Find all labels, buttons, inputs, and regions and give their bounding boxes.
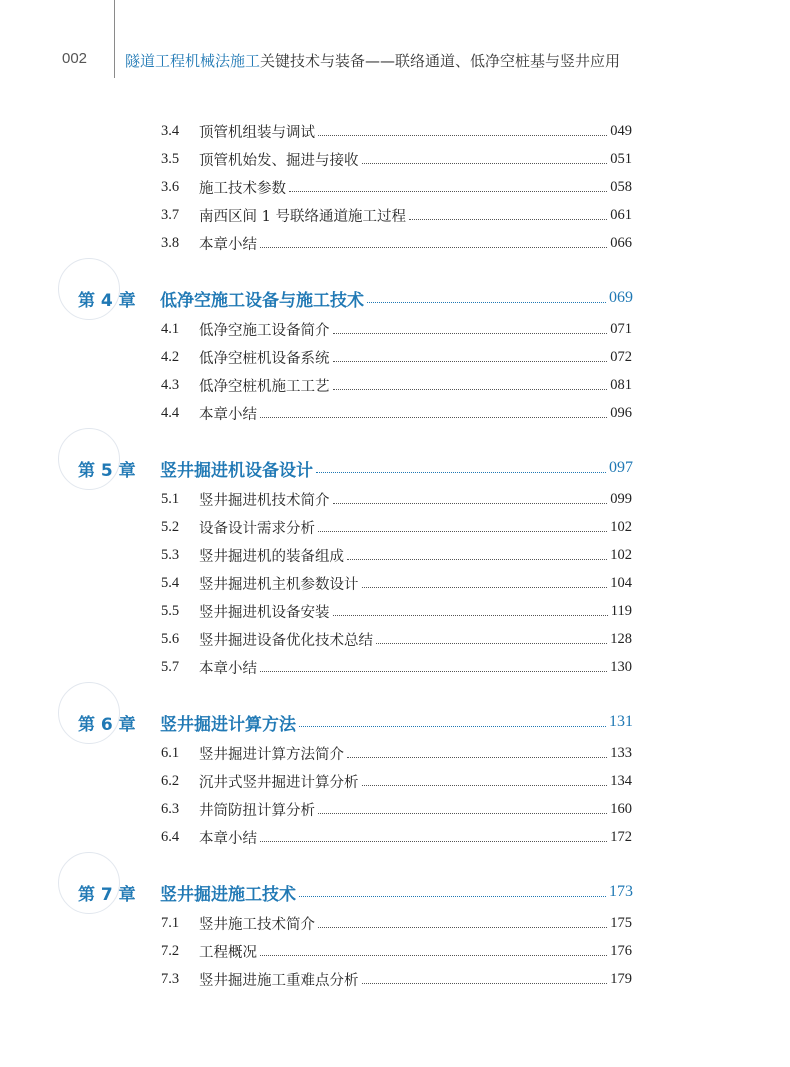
section-title: 设备设计需求分析 [199, 520, 315, 537]
section-number: 5.6 [161, 631, 180, 647]
chapter-title: 低净空施工设备与施工技术 [160, 290, 364, 311]
section-page-number: 066 [610, 234, 632, 251]
dot-leader [367, 302, 606, 303]
section-number: 4.2 [161, 348, 180, 365]
section-page-number: 099 [610, 490, 632, 507]
section-number: 3.7 [161, 206, 180, 223]
toc-section-row[interactable] [161, 798, 632, 820]
toc-section-row[interactable] [161, 488, 632, 510]
dot-leader [409, 219, 607, 220]
toc-section-row[interactable] [161, 204, 632, 226]
toc-section-row[interactable] [161, 629, 632, 651]
dot-leader [260, 841, 607, 842]
running-title-highlight: 隧道工程机械法施工 [125, 52, 261, 70]
section-number: 5.5 [161, 602, 180, 619]
toc-section-row[interactable] [161, 940, 632, 962]
chapter-title: 竖井掘进计算方法 [160, 714, 296, 735]
section-page-number: 130 [610, 659, 632, 676]
toc-chapter-heading[interactable] [0, 258, 790, 318]
toc-section-row[interactable] [161, 176, 632, 198]
section-number: 5.2 [161, 518, 180, 535]
dot-leader [376, 643, 607, 644]
toc-section-row[interactable] [161, 120, 632, 142]
chapter-line [78, 457, 633, 479]
section-page-number: 172 [610, 828, 632, 845]
section-number: 3.6 [161, 178, 180, 195]
dot-leader [333, 333, 608, 334]
section-page-number: 049 [610, 122, 632, 139]
chapter-page-number: 173 [609, 883, 633, 900]
section-title: 顶管机始发、掘进与接收 [199, 152, 359, 169]
section-title: 本章小结 [199, 830, 257, 847]
chapter-number: 第 5 章 [78, 460, 136, 481]
section-number: 6.3 [161, 800, 180, 817]
chapter-number: 第 6 章 [78, 714, 136, 735]
dot-leader [318, 135, 607, 136]
chapter-line [78, 287, 633, 309]
section-title: 井筒防扭计算分析 [199, 802, 315, 819]
section-page-number: 061 [610, 206, 632, 223]
section-title: 竖井施工技术简介 [199, 916, 315, 933]
section-page-number: 102 [610, 518, 632, 535]
section-number: 5.3 [161, 546, 180, 563]
dot-leader [299, 896, 606, 897]
running-title-rest: 关键技术与装备——联络通道、低净空桩基与竖井应用 [260, 52, 621, 70]
toc-section-row[interactable] [161, 572, 632, 594]
toc-section-row[interactable] [161, 742, 632, 764]
chapter-page-number: 069 [609, 289, 633, 306]
section-title: 竖井掘进计算方法简介 [199, 746, 344, 763]
dot-leader [333, 503, 608, 504]
toc-chapter-heading[interactable] [0, 428, 790, 488]
section-title: 低净空桩机施工工艺 [199, 378, 330, 395]
section-page-number: 134 [610, 772, 632, 789]
section-page-number: 175 [610, 914, 632, 931]
toc-section-row[interactable] [161, 318, 632, 340]
dot-leader [347, 757, 607, 758]
section-number: 4.4 [161, 404, 180, 421]
section-title: 工程概况 [199, 944, 257, 961]
dot-leader [362, 163, 608, 164]
dot-leader [333, 361, 608, 362]
toc-section-row[interactable] [161, 600, 632, 622]
section-page-number: 072 [610, 348, 632, 365]
section-number: 3.5 [161, 150, 180, 167]
section-number: 3.4 [161, 122, 180, 139]
dot-leader [289, 191, 607, 192]
section-number: 5.4 [161, 574, 180, 591]
chapter-number: 第 7 章 [78, 884, 136, 905]
dot-leader [362, 785, 608, 786]
section-title: 本章小结 [199, 406, 257, 423]
chapter-title: 竖井掘进机设备设计 [160, 460, 313, 481]
toc-section-row[interactable] [161, 826, 632, 848]
toc-chapter-heading[interactable] [0, 852, 790, 912]
section-title: 本章小结 [199, 661, 257, 678]
toc-section-row[interactable] [161, 770, 632, 792]
section-page-number: 128 [610, 631, 632, 647]
chapter-line [78, 711, 633, 733]
chapter-number: 第 4 章 [78, 290, 136, 311]
chapter-page-number: 097 [609, 459, 633, 476]
section-page-number: 119 [610, 602, 632, 619]
section-page-number: 096 [610, 404, 632, 421]
section-page-number: 051 [610, 150, 632, 167]
toc-section-row[interactable] [161, 912, 632, 934]
toc-section-row[interactable] [161, 374, 632, 396]
section-page-number: 179 [610, 970, 632, 987]
section-title: 低净空施工设备简介 [199, 322, 330, 339]
dot-leader [299, 726, 606, 727]
toc-section-row[interactable] [161, 657, 632, 679]
section-number: 6.4 [161, 828, 180, 845]
dot-leader [316, 472, 606, 473]
section-number: 4.1 [161, 320, 180, 337]
toc-section-row[interactable] [161, 346, 632, 368]
chapter-line [78, 881, 633, 903]
section-page-number: 071 [610, 320, 632, 337]
section-title: 顶管机组装与调试 [199, 124, 315, 141]
dot-leader [318, 813, 607, 814]
toc-section-row[interactable] [161, 232, 632, 254]
section-number: 5.1 [161, 490, 180, 507]
dot-leader [260, 955, 607, 956]
section-number: 4.3 [161, 376, 180, 393]
toc-section-row[interactable] [161, 148, 632, 170]
page-number: 002 [62, 50, 88, 67]
section-title: 竖井掘进机主机参数设计 [199, 576, 359, 593]
section-title: 南西区间 1 号联络通道施工过程 [199, 208, 406, 225]
section-page-number: 104 [610, 574, 632, 591]
dot-leader [318, 531, 607, 532]
section-number: 7.2 [161, 942, 180, 959]
section-page-number: 160 [610, 800, 632, 817]
section-title: 竖井掘进设备优化技术总结 [199, 633, 373, 649]
toc-section-row[interactable] [161, 402, 632, 424]
section-title: 竖井掘进机技术简介 [199, 492, 330, 509]
section-number: 3.8 [161, 234, 180, 251]
dot-leader [260, 247, 607, 248]
section-number: 7.1 [161, 914, 180, 931]
section-number: 6.1 [161, 744, 180, 761]
toc-chapter-heading[interactable] [0, 682, 790, 742]
dot-leader [260, 671, 607, 672]
chapter-title: 竖井掘进施工技术 [160, 884, 296, 905]
toc-section-row[interactable] [161, 544, 632, 566]
section-title: 沉井式竖井掘进计算分析 [199, 774, 359, 791]
dot-leader [260, 417, 607, 418]
section-title: 低净空桩机设备系统 [199, 350, 330, 367]
chapter-page-number: 131 [609, 713, 633, 730]
section-title: 本章小结 [199, 236, 257, 253]
section-title: 竖井掘进施工重难点分析 [199, 972, 359, 989]
toc-section-row[interactable] [161, 516, 632, 538]
section-page-number: 081 [610, 376, 632, 393]
toc-section-row[interactable] [161, 968, 632, 990]
section-title: 竖井掘进机设备安装 [199, 604, 330, 621]
dot-leader [333, 615, 608, 616]
section-page-number: 102 [610, 546, 632, 563]
section-number: 6.2 [161, 772, 180, 789]
dot-leader [347, 559, 607, 560]
section-page-number: 133 [610, 744, 632, 761]
dot-leader [333, 389, 608, 390]
section-number: 7.3 [161, 970, 180, 987]
dot-leader [362, 983, 608, 984]
section-title: 竖井掘进机的装备组成 [199, 548, 344, 565]
dot-leader [318, 927, 607, 928]
dot-leader [362, 587, 608, 588]
section-title: 施工技术参数 [199, 180, 286, 197]
section-number: 5.7 [161, 659, 180, 676]
section-page-number: 176 [610, 942, 632, 959]
section-page-number: 058 [610, 178, 632, 195]
